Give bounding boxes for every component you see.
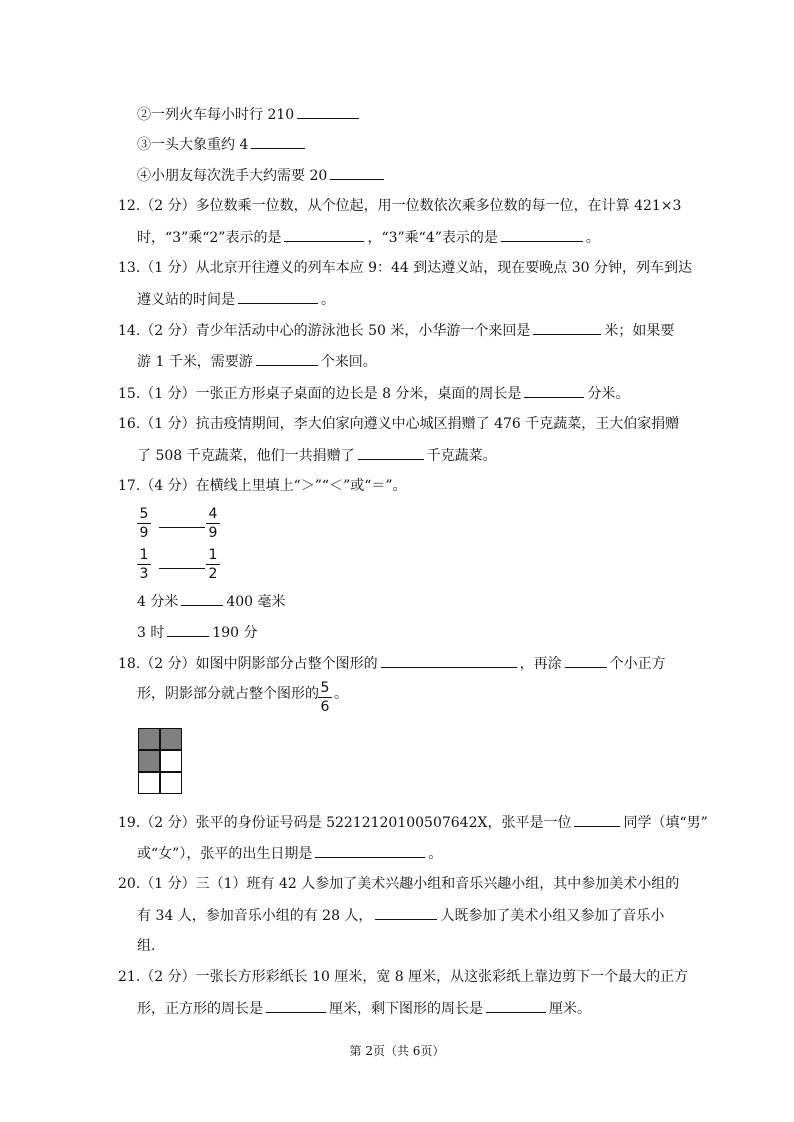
fraction: 1 2 — [206, 547, 220, 582]
grid-cell-shaded — [160, 728, 182, 750]
answer-blank[interactable] — [256, 351, 318, 366]
grid-cell-shaded — [138, 750, 160, 772]
compare-time: 3 时 190 分 — [137, 622, 258, 643]
item-elephant: ③一头大象重约 4 — [137, 134, 308, 155]
q19-line2: 或“女”），张平的出生日期是 。 — [137, 843, 442, 864]
answer-blank[interactable] — [501, 227, 583, 242]
q15-line: 15.（1 分）一张正方形桌子桌面的边长是 8 分米，桌面的周长是 分米。 — [118, 383, 629, 404]
shaded-grid-figure — [138, 728, 182, 794]
answer-blank[interactable] — [251, 134, 305, 149]
compare-length: 4 分米 400 毫米 — [137, 591, 286, 612]
answer-blank[interactable] — [375, 905, 437, 920]
q21-line1: 21.（2 分）一张长方形彩纸长 10 厘米，宽 8 厘米，从这张彩纸上靠边剪下一个最大的正方 — [118, 969, 689, 985]
q16-line1: 16.（1 分）抗击疫情期间，李大伯家向遵义中心城区捐赠了 476 千克蔬菜，王大伯家捐赠 — [118, 416, 680, 432]
q13-line2: 遵义站的时间是 。 — [137, 289, 335, 310]
q21-line2: 形，正方形的周长是 厘米，剩下图形的周长是 厘米。 — [137, 998, 591, 1019]
item-handwash: ④小朋友每次洗手大约需要 20 — [137, 165, 387, 186]
answer-blank[interactable] — [565, 653, 607, 668]
q18-line1: 18.（2 分）如图中阴影部分占整个图形的 ，再涂 个小正方 — [118, 653, 666, 674]
q18-line2: 形，阴影部分就占整个图形的 — [137, 686, 319, 702]
grid-cell-empty — [160, 750, 182, 772]
grid-cell-empty — [160, 772, 182, 794]
answer-blank[interactable] — [159, 568, 205, 569]
answer-blank[interactable] — [486, 998, 546, 1013]
q18-period: 。 — [334, 686, 348, 702]
q20-line1: 20.（1 分）三（1）班有 42 人参加了美术兴趣小组和音乐兴趣小组，其中参加美术小组的 — [118, 876, 680, 892]
answer-blank[interactable] — [167, 622, 209, 637]
fraction: 5 9 — [137, 506, 151, 541]
answer-blank[interactable] — [358, 445, 424, 460]
answer-blank[interactable] — [181, 591, 223, 606]
answer-blank[interactable] — [266, 998, 326, 1013]
answer-blank[interactable] — [574, 812, 620, 827]
answer-blank[interactable] — [159, 527, 205, 528]
fraction: 4 9 — [206, 506, 220, 541]
q19-line1: 19.（2 分）张平的身份证号码是 52212120100507642X，张平是一位 同学（填“男” — [118, 812, 708, 833]
q17-prompt: 17.（4 分）在横线上里填上“＞”“＜”或“＝”。 — [118, 478, 407, 494]
q20-line3: 组. — [137, 938, 156, 954]
answer-blank[interactable] — [284, 227, 364, 242]
answer-blank[interactable] — [381, 653, 517, 668]
grid-cell-shaded — [138, 728, 160, 750]
q12-line2: 时，“3”乘“2”表示的是 ，“3”乘“4”表示的是 。 — [137, 227, 600, 248]
fraction: 1 3 — [137, 547, 151, 582]
answer-blank[interactable] — [533, 320, 601, 335]
q14-line2: 游 1 千米，需要游 个来回。 — [137, 351, 377, 372]
page-footer: 第 2页（共 6页） — [349, 1044, 445, 1058]
q13-line1: 13.（1 分）从北京开往遵义的列车本应 9：44 到达遵义站，现在要晚点 30 分钟，列车到达 — [118, 260, 692, 276]
q20-line2: 有 34 人，参加音乐小组的有 28 人， 人既参加了美术小组又参加了音乐小 — [137, 905, 664, 926]
q14-line1: 14.（2 分）青少年活动中心的游泳池长 50 米，小华游一个来回是 米；如果要 — [118, 320, 674, 341]
answer-blank[interactable] — [238, 289, 318, 304]
answer-blank[interactable] — [524, 383, 584, 398]
fraction: 5 6 — [318, 680, 332, 715]
answer-blank[interactable] — [330, 165, 384, 180]
q12-line1: 12.（2 分）多位数乘一位数，从个位起，用一位数依次乘多位数的每一位，在计算 421×3 — [118, 198, 682, 214]
answer-blank[interactable] — [297, 104, 359, 119]
q16-line2: 了 508 千克蔬菜，他们一共捐赠了 千克蔬菜。 — [137, 445, 497, 466]
grid-cell-empty — [138, 772, 160, 794]
answer-blank[interactable] — [315, 843, 425, 858]
item-train: ②一列火车每小时行 210 — [137, 104, 362, 125]
